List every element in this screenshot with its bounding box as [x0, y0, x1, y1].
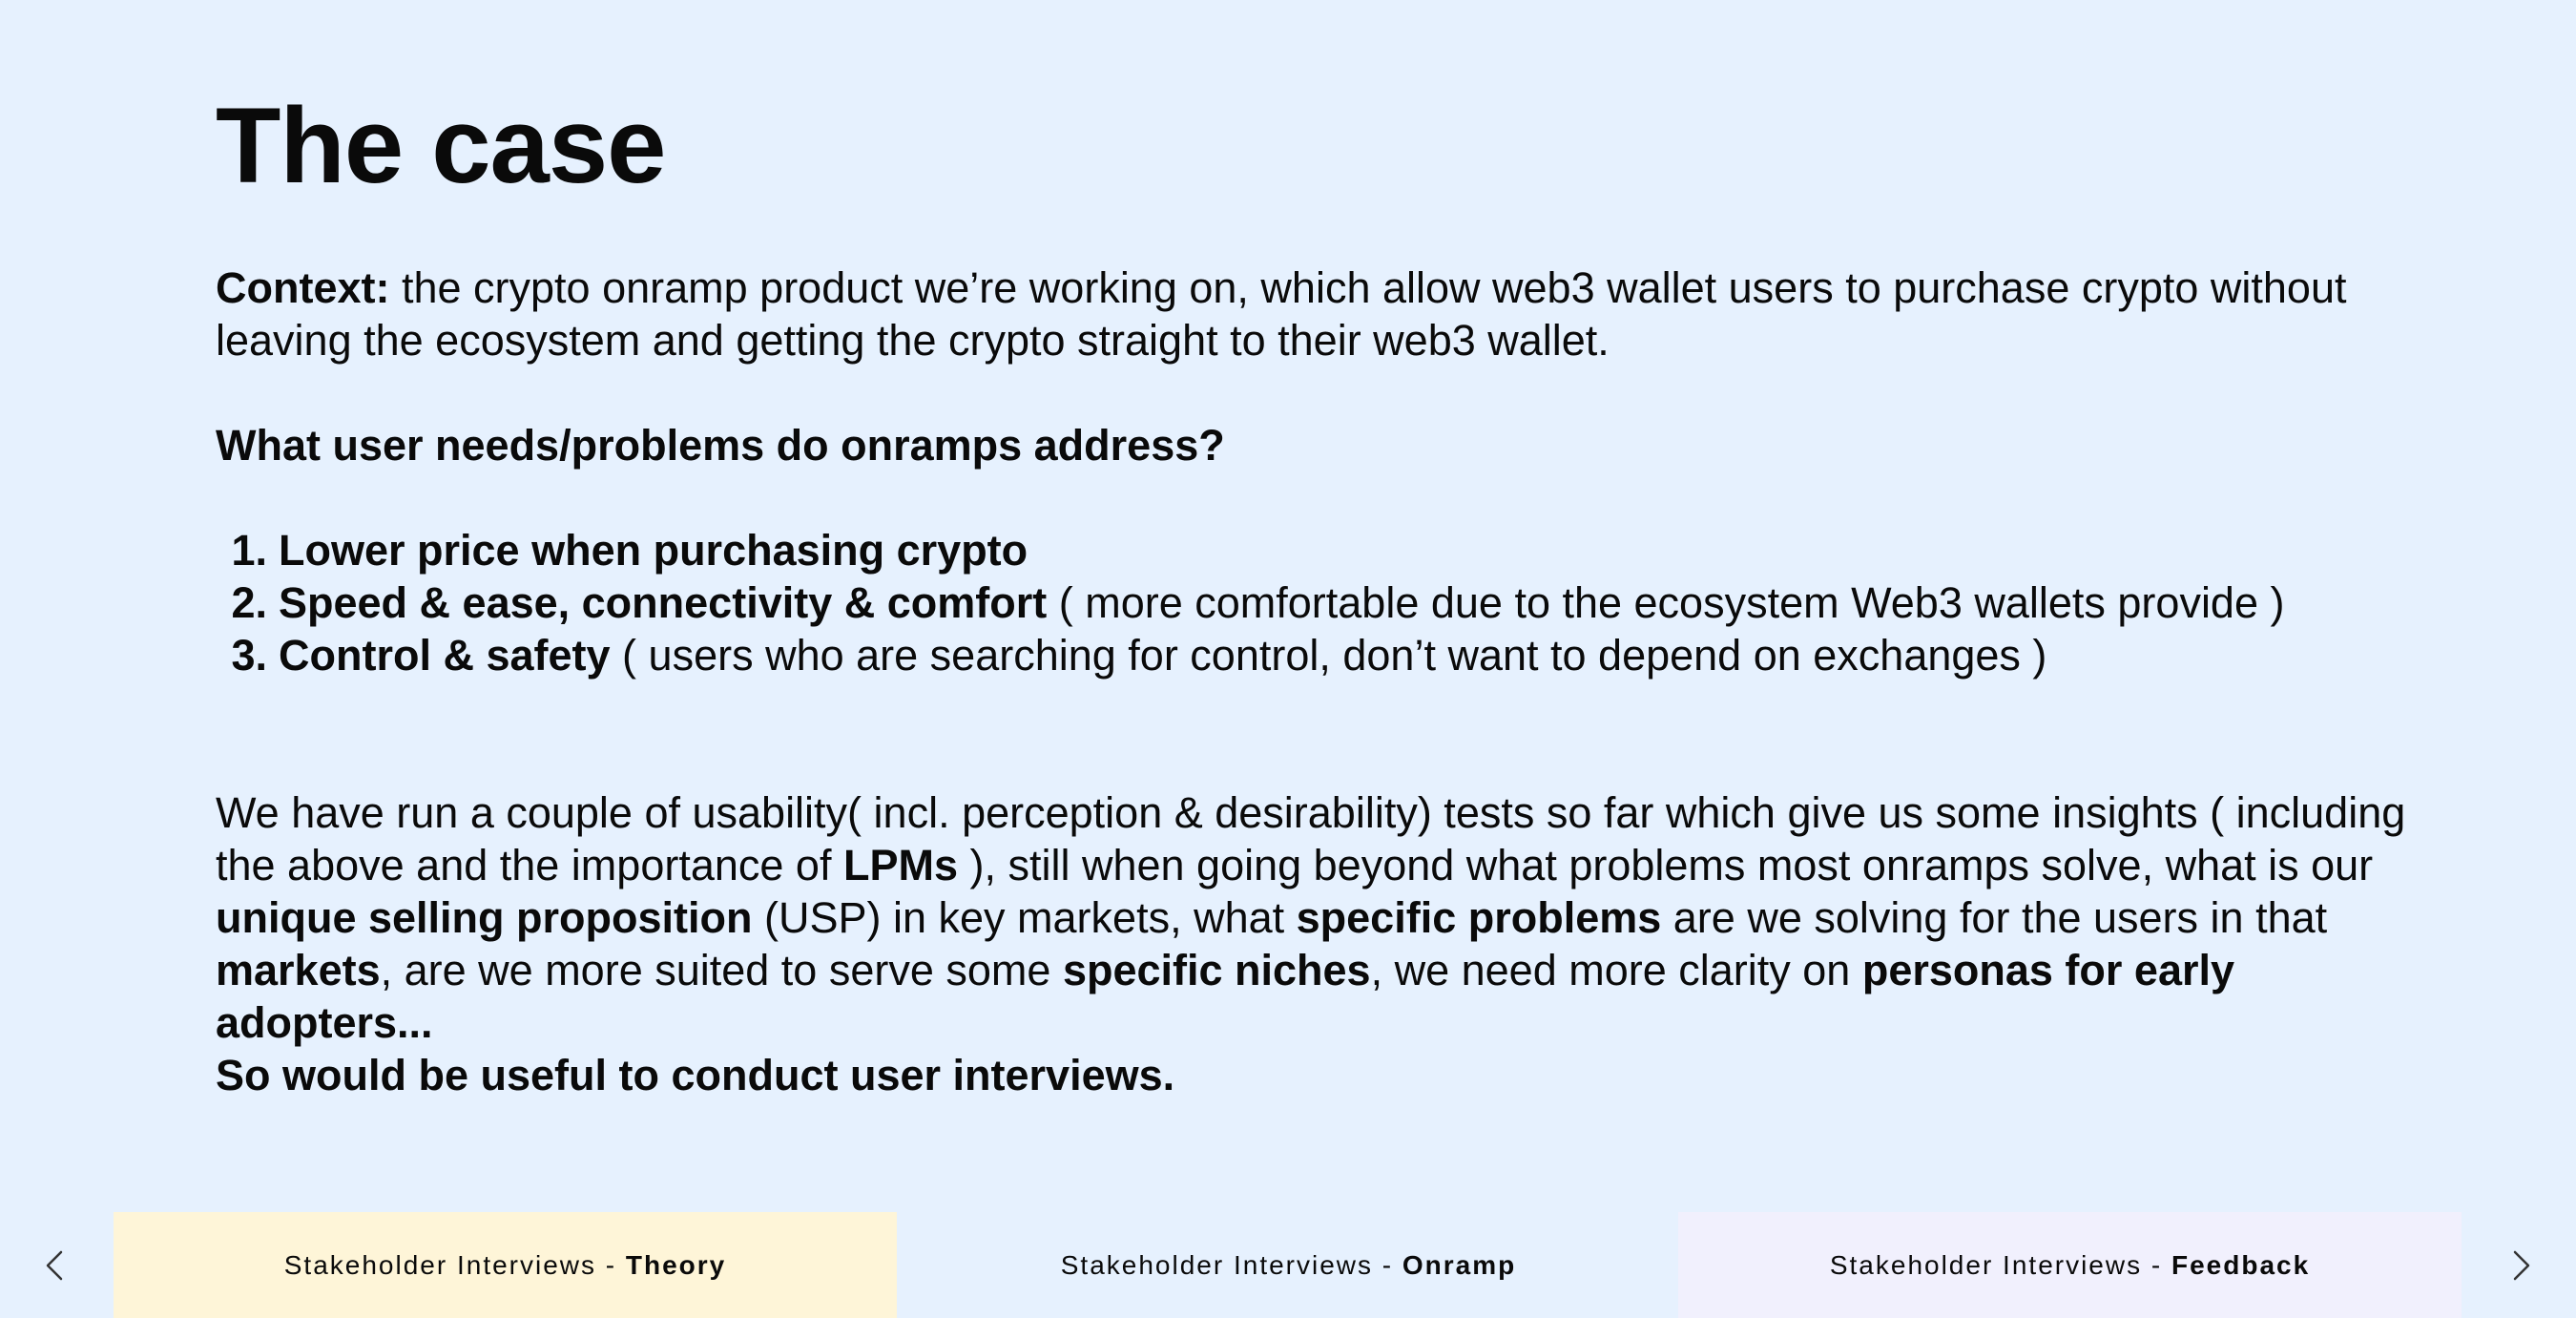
page-title: The case: [216, 86, 666, 205]
footer-link-strong: Onramp: [1402, 1249, 1517, 1280]
chevron-left-icon[interactable]: [36, 1246, 74, 1285]
list-item: [216, 524, 2410, 576]
need-note: ( more comfortable due to the ecosystem Web3 wallets provide ): [1047, 578, 2285, 627]
footer-navigation: [0, 1212, 2576, 1318]
summary-emphasis: markets: [216, 946, 381, 994]
context-paragraph: [216, 262, 2410, 366]
need-title: Control & safety: [279, 631, 611, 680]
needs-list: [216, 524, 2410, 681]
footer-link-strong: Theory: [625, 1249, 727, 1280]
context-label: Context:: [216, 263, 390, 312]
list-item: [216, 576, 2410, 629]
question-heading: What user needs/problems do onramps address?: [216, 421, 1225, 470]
summary-paragraph: [216, 786, 2410, 1049]
footer-link-prefix: Stakeholder Interviews -: [1829, 1249, 2163, 1280]
footer-link-prefix: Stakeholder Interviews -: [283, 1249, 617, 1280]
list-number: 1.: [231, 526, 267, 575]
summary-text: , we need more clarity on: [1370, 946, 1862, 994]
list-number: 2.: [231, 578, 267, 627]
footer-link-prefix: Stakeholder Interviews -: [1060, 1249, 1394, 1280]
summary-text: are we solving for the users in that: [1661, 893, 2328, 942]
summary-emphasis: LPMs: [842, 841, 958, 889]
slide-content: [216, 84, 2410, 1101]
summary-text: , are we more suited to serve some: [380, 946, 1063, 994]
context-text: the crypto onramp product we’re working on, which allow web3 wallet users to purchase crypto without leaving the ecosystem and getting the crypto straight to their web3 wallet.: [216, 263, 2347, 365]
summary-text: ), still when going beyond what problems most onramps solve, what is our: [957, 841, 2374, 889]
summary-text: (USP) in key markets, what: [752, 893, 1297, 942]
closing-statement: So would be useful to conduct user interviews.: [216, 1051, 1175, 1099]
summary-emphasis: specific niches: [1062, 946, 1371, 994]
summary-emphasis: personas for early adopters...: [216, 946, 2235, 1047]
summary-text: We have run a couple of usability( incl. perception & desirability) tests so far which give us some insights ( including the above and the importance of: [216, 788, 2406, 889]
summary-emphasis: specific problems: [1296, 893, 1662, 942]
need-title: Speed & ease, connectivity & comfort: [279, 578, 1048, 627]
footer-link-theory[interactable]: [114, 1212, 897, 1318]
chevron-right-icon[interactable]: [2502, 1246, 2540, 1285]
summary-emphasis: unique selling proposition: [216, 893, 753, 942]
need-title: Lower price when purchasing crypto: [279, 526, 1028, 575]
footer-link-feedback[interactable]: [1678, 1212, 2462, 1318]
list-item: [216, 629, 2410, 681]
footer-link-onramp[interactable]: [897, 1212, 1680, 1318]
list-number: 3.: [231, 631, 267, 680]
need-note: ( users who are searching for control, don’t want to depend on exchanges ): [610, 631, 2047, 680]
footer-link-strong: Feedback: [2171, 1249, 2311, 1280]
